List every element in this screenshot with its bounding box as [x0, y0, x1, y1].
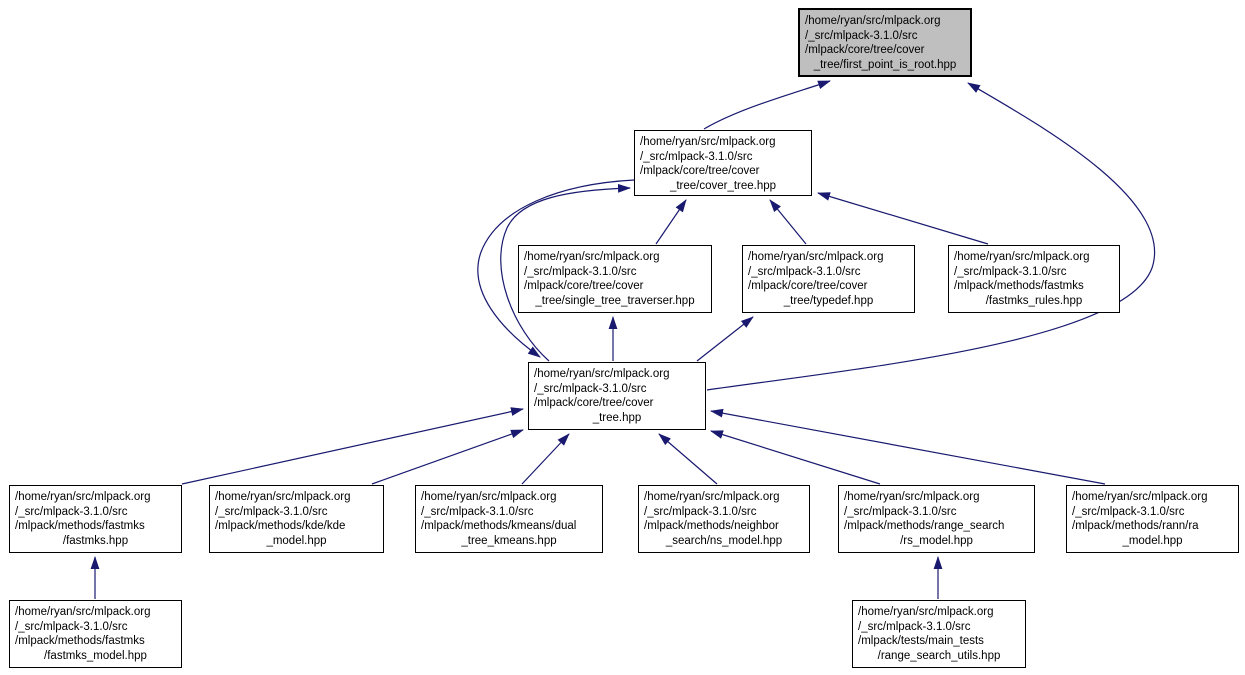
graph-node-label-line: /mlpack/core/tree/cover	[534, 397, 654, 410]
graph-node-label-line: /_src/mlpack-3.1.0/src	[644, 505, 757, 518]
graph-node-label-line: /mlpack/methods/rann/ra	[1072, 520, 1199, 533]
graph-node-label-line: /home/ryan/src/mlpack.org	[858, 606, 994, 618]
graph-node-label-line: _search/ns_model.hpp	[665, 534, 783, 547]
graph-node-label-line: _model.hpp	[266, 534, 327, 547]
graph-node-label-line: /fastmks.hpp	[62, 534, 129, 547]
graph-node-label-line: /mlpack/methods/range_search	[844, 520, 1005, 533]
graph-node-label-line: /mlpack/core/tree/cover	[524, 280, 644, 293]
graph-node-label-line: /mlpack/methods/neighbor	[644, 520, 779, 533]
graph-node-label-line: /home/ryan/src/mlpack.org	[421, 491, 557, 503]
graph-node-cover_tree[interactable]	[634, 130, 812, 196]
graph-node-label-line: _tree/single_tree_traverser.hpp	[535, 294, 695, 307]
include-edge-single_tree_traverser-to-cover_tree	[656, 200, 686, 244]
graph-node-label-line: _tree/first_point_is_root.hpp	[813, 58, 957, 71]
graph-node-label-line: /mlpack/methods/kmeans/dual	[421, 520, 577, 533]
graph-node-label-line: /_src/mlpack-3.1.0/src	[858, 620, 971, 633]
graph-node-label-line: /home/ryan/src/mlpack.org	[524, 251, 660, 263]
graph-node-label-line: _model.hpp	[1122, 534, 1183, 547]
graph-node-fastmks[interactable]	[9, 485, 182, 553]
graph-node-label-line: /home/ryan/src/mlpack.org	[1072, 491, 1208, 503]
graph-node-label-line: /_src/mlpack-3.1.0/src	[215, 505, 328, 518]
graph-node-label-line: /home/ryan/src/mlpack.org	[534, 368, 670, 380]
graph-node-label-line: /mlpack/methods/fastmks	[954, 280, 1084, 293]
include-edge-kde_model-to-tree_hpp	[372, 430, 523, 484]
graph-node-label-line: /home/ryan/src/mlpack.org	[15, 491, 151, 503]
graph-node-label-line: /fastmks_model.hpp	[44, 649, 147, 662]
graph-node-label-line: /home/ryan/src/mlpack.org	[640, 136, 776, 148]
graph-node-fastmks_model[interactable]	[9, 600, 182, 668]
graph-node-label-line: /_src/mlpack-3.1.0/src	[1072, 505, 1185, 518]
graph-node-fastmks_rules[interactable]	[948, 245, 1120, 313]
graph-node-range_search_utils[interactable]	[852, 600, 1026, 668]
graph-node-label-line: /home/ryan/src/mlpack.org	[805, 15, 941, 27]
graph-node-label-line: _tree/cover_tree.hpp	[669, 179, 777, 192]
include-edge-ra_model-to-tree_hpp	[711, 411, 1105, 484]
graph-node-ns_model[interactable]	[638, 485, 810, 553]
include-edge-dual_tree_kmeans-to-tree_hpp	[522, 434, 569, 484]
graph-node-dual_tree_kmeans[interactable]	[415, 485, 603, 553]
graph-node-label-line: /mlpack/methods/fastmks	[15, 520, 145, 533]
graph-node-label-line: /range_search_utils.hpp	[877, 649, 1001, 662]
graph-node-label-line: /mlpack/core/tree/cover	[805, 44, 925, 57]
graph-node-label-line: /_src/mlpack-3.1.0/src	[805, 29, 918, 42]
graph-node-label-line: /_src/mlpack-3.1.0/src	[421, 505, 534, 518]
graph-node-single_tree_traverser[interactable]	[518, 245, 712, 313]
graph-node-label-line: /rs_model.hpp	[900, 534, 973, 547]
graph-node-label-line: /mlpack/tests/main_tests	[858, 635, 984, 648]
graph-node-label-line: /home/ryan/src/mlpack.org	[215, 491, 351, 503]
graph-node-kde_model[interactable]	[209, 485, 384, 553]
graph-node-label-line: /home/ryan/src/mlpack.org	[644, 491, 780, 503]
include-edge-rs_model-to-tree_hpp	[711, 431, 880, 484]
graph-node-label-line: /home/ryan/src/mlpack.org	[15, 606, 151, 618]
graph-node-label-line: /mlpack/core/tree/cover	[748, 280, 868, 293]
include-edge-typedef-to-cover_tree	[770, 200, 806, 244]
graph-node-label-line: /_src/mlpack-3.1.0/src	[15, 620, 128, 633]
graph-node-label-line: /mlpack/methods/kde/kde	[215, 520, 346, 533]
graph-node-first_point_is_root[interactable]	[798, 8, 972, 77]
include-edge-tree_hpp-to-typedef	[697, 317, 753, 361]
graph-node-label-line: /home/ryan/src/mlpack.org	[748, 251, 884, 263]
graph-node-label-line: /_src/mlpack-3.1.0/src	[748, 265, 861, 278]
graph-node-label-line: /_src/mlpack-3.1.0/src	[640, 150, 753, 163]
graph-node-label-line: /_src/mlpack-3.1.0/src	[15, 505, 128, 518]
graph-node-label-line: /_src/mlpack-3.1.0/src	[534, 382, 647, 395]
graph-node-tree_hpp[interactable]	[528, 362, 706, 430]
graph-node-label-line: /home/ryan/src/mlpack.org	[954, 251, 1090, 263]
graph-node-label-line: /_src/mlpack-3.1.0/src	[844, 505, 957, 518]
graph-node-typedef[interactable]	[742, 245, 915, 313]
graph-node-ra_model[interactable]	[1066, 485, 1239, 553]
graph-node-rs_model[interactable]	[838, 485, 1035, 553]
include-edge-ns_model-to-tree_hpp	[659, 434, 717, 484]
graph-node-label-line: /fastmks_rules.hpp	[985, 294, 1083, 307]
graph-node-label-line: /mlpack/methods/fastmks	[15, 635, 145, 648]
include-edge-cover_tree-to-first_point_is_root	[704, 81, 830, 129]
graph-node-label-line: /_src/mlpack-3.1.0/src	[524, 265, 637, 278]
graph-node-label-line: _tree.hpp	[592, 411, 642, 424]
graph-node-label-line: /_src/mlpack-3.1.0/src	[954, 265, 1067, 278]
graph-node-label-line: _tree/typedef.hpp	[783, 294, 874, 307]
graph-node-label-line: _tree_kmeans.hpp	[461, 534, 557, 547]
include-edge-fastmks_rules-to-cover_tree	[818, 193, 988, 244]
graph-node-label-line: /mlpack/core/tree/cover	[640, 165, 760, 178]
graph-node-label-line: /home/ryan/src/mlpack.org	[844, 491, 980, 503]
include-edge-fastmks-to-tree_hpp	[182, 409, 523, 484]
